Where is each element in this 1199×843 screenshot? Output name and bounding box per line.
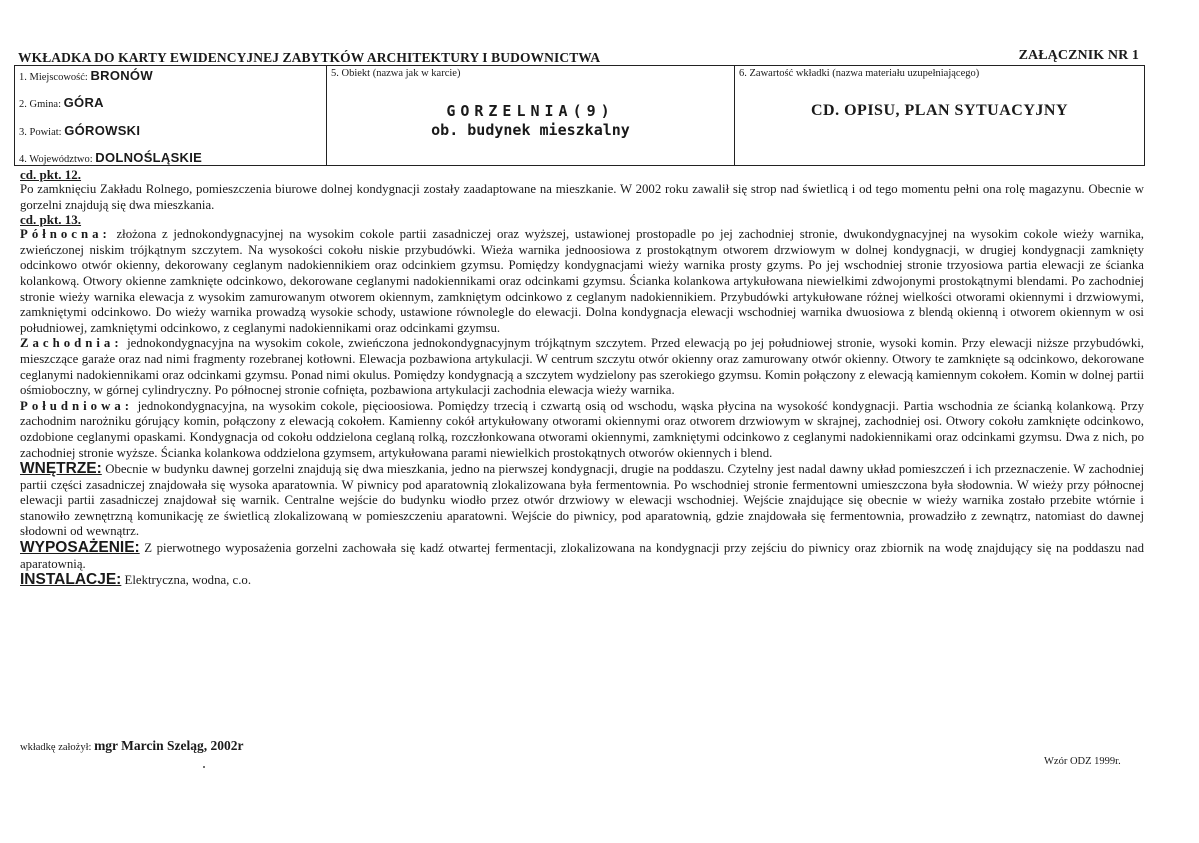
content-caption: 6. Zawartość wkładki (nazwa materiału uzupełniającego) <box>739 68 980 79</box>
content-column <box>735 66 1144 165</box>
registration-form <box>14 65 1145 166</box>
equipment-section <box>20 540 1144 572</box>
equipment-text: Z pierwotnego wyposażenia gorzelni zachowała się kadź otwartej fermentacji, zlokalizowana na kondygnacji przy zejściu do piwnicy oraz zbiornik na wodę znajdujący się na poddaszu nad aparatownią. <box>20 541 1144 571</box>
west-text: jednokondygnacyjna na wysokim cokole, zwieńczona jednokondygnacyjnym trójkątnym szczytem. Przed elewacją po jej południowej stronie, wysoki komin. Przy elewacji niższe przybudówki, mieszczące garaże oraz nad nimi fragmenty rozebranej kotłowni. Elewacja pozbawiona artykulacji. W centrum szczytu otwór okienny oraz zamurowany otwór okienny. Otwory te zamknięte są odcinkowo, dekorowane ceglanymi nadokiennikami oraz odcinkami gzymsu. Ponad nimi okulus. Pomiędzy kondygnacją a szczytem wydzielony pas szerokiego gzymsu. Komin połączony z elewacją kamiennym cokołem. Komin w dolnej partii ośmioboczny, w górnej cylindryczny. Po północnej stronie cofnięta, pozbawiona artykulacji zachodnia elewacja wieży warnika. <box>20 336 1144 398</box>
powiat-field <box>19 123 140 138</box>
wojewodztwo-field <box>19 150 202 165</box>
object-name-line1: GORZELNIA(9) <box>446 102 615 120</box>
section-13-heading: cd. pkt. 13. <box>20 212 82 228</box>
section-12-heading: cd. pkt. 12. <box>20 167 82 182</box>
content-value: CD. OPISU, PLAN SYTUACYJNY <box>810 102 1068 119</box>
installations-section <box>20 572 1144 589</box>
north-text: złożona z jednokondygnacyjnej na wysokim cokole partii zasadniczej oraz wyższej, ustawionej prostopadle po jej zachodniej stronie, dwukondygnacyjnej na wysokim cokole wieży warnika, zwieńczonej niskim trójkątnym szczytem. Na wysokości cokołu niskie przybudówki. Wieża warnika jednoosiowa z prostokątnym otworem drzwiowym w dolnej kondygnacji, w drugiej kondygnacji zamknięty odcinkowo otwór okienny, dekorowany ceglanym nadokiennikiem oraz odcinkiem gzymsu. Pomiędzy kondygnacjami wieży warnika prosty gzyms. Po jej wschodniej stronie trzyosiowa partia elewacji ze ścianka kolankową. Otwory okienne zamknięte odcinkowo, dekorowane ceglanymi nadokiennikami oraz odcinkami gzymsu. Ścianka kolankowa artykułowana niewielkimi zdwojonymi prostokątnymi blendami. Po zachodniej stronie wieży warnika elewacja z wysokim zamurowanym otworem okiennym, zamkniętym odcinkowo z ceglanym nadokiennikiem. Przybudówki artykułowane różnej wielkości otworami okiennymi i drzwiowymi, zamkniętymi odcinkowo. Do wieży warnika prowadzą wysokie schody, ustawione równolegle do elewacji. Dolna kondygnacja elewacji wschodniej warnika dwuosiowa z blendą okienną i otworem okiennym w osi południowej, zamkniętymi odcinkowo, z ceglanymi nadokiennikami oraz odcinkami gzymsu. <box>20 227 1144 335</box>
object-name <box>327 102 734 140</box>
interior-section <box>20 461 1144 540</box>
gmina-field <box>19 95 104 110</box>
author-value: mgr Marcin Szeląg, 2002r <box>94 738 244 753</box>
interior-text: Obecnie w budynku dawnej gorzelni znajdują się dwa mieszkania, jedno na pierwszej kondygnacji, drugie na poddaszu. Czytelny jest nadal dawny układ pomieszczeń i ich przeznaczenie. W zachodniej partii części zasadniczej znajdowała się wysoka aparatownia. W piwnicy pod aparatownią zlokalizowana była fermentownia. Po wschodniej stronie fermentowni umieszczona była słodownia. W wieży przy północnej elewacji partii zasadniczej znajdował się warnik. Centralne wejście do budynku wiodło przez otwór drzwiowy w elewacji wschodniej. Wejście znajdujące się obecnie w wieży warnika zostało przebite wtórnie i stanowiło zewnętrzną komunikację ze świetlicą zlokalizowaną w pomieszczeniu aparatowni. Wejście do piwnicy, pod aparatownią, gdzie znajdowała się fermentownia, prowadziło z zewnątrz, natomiast do dawnej słodowni od wewnątrz. <box>20 462 1144 539</box>
south-elevation <box>20 399 1144 461</box>
gmina-value: GÓRA <box>63 95 104 110</box>
object-name-line2: ob. budynek mieszkalny <box>431 121 630 139</box>
west-elevation <box>20 336 1144 398</box>
interior-heading: WNĘTRZE: <box>20 460 102 478</box>
powiat-value: GÓROWSKI <box>64 123 141 138</box>
document-title: WKŁADKA DO KARTY EWIDENCYJNEJ ZABYTKÓW ARCHITEKTURY I BUDOWNICTWA <box>18 50 601 65</box>
object-column <box>327 66 735 165</box>
stray-mark <box>203 766 205 768</box>
author-label: wkładkę założył: <box>20 742 92 753</box>
document-header <box>14 48 1145 66</box>
object-caption: 5. Obiekt (nazwa jak w karcie) <box>331 68 461 79</box>
miejscowosc-field <box>19 68 153 83</box>
equipment-heading: WYPOSAŻENIE: <box>20 539 140 557</box>
south-label: Południowa: <box>20 398 133 413</box>
description-body <box>20 168 1144 589</box>
author-line <box>20 738 244 754</box>
attachment-number: ZAŁĄCZNIK NR 1 <box>1018 48 1139 63</box>
powiat-label: 3. Powiat: <box>19 127 62 138</box>
installations-heading: INSTALACJE: <box>20 571 122 589</box>
wojewodztwo-value: DOLNOŚLĄSKIE <box>95 150 203 165</box>
west-label: Zachodnia: <box>20 336 123 351</box>
miejscowosc-label: 1. Miejscowość: <box>19 72 88 83</box>
gmina-label: 2. Gmina: <box>19 99 61 110</box>
location-column <box>15 66 327 165</box>
installations-text: Elektryczna, wodna, c.o. <box>121 573 252 588</box>
miejscowosc-value: BRONÓW <box>90 68 153 83</box>
section-12-text: Po zamknięciu Zakładu Rolnego, pomieszczenia biurowe dolnej kondygnacji zostały zaadaptowane na mieszkanie. W 2002 roku zawalił się strop nad świetlicą i od tego momentu pełni ona rolę magazynu. Obecnie w gorzelni znajdują się dwa mieszkania. <box>20 182 1144 212</box>
north-elevation <box>20 227 1144 336</box>
north-label: Północna: <box>20 227 111 242</box>
wojewodztwo-label: 4. Województwo: <box>19 154 93 165</box>
south-text: jednokondygnacyjna, na wysokim cokole, pięcioosiowa. Pomiędzy trzecią i czwartą osią od wschodu, wąska płycina na wysokość kondygnacji. Partia wschodnia ze ścianką kolankową. Przy zachodnim narożniku górujący komin, połączony z elewacją cokołem. Kamienny cokół artykułowany otworami okiennymi oraz otworem drzwiowym w skrajnej, zachodniej osi. Otwory cokołu zamknięte odcinkowo, ozdobione ceglanymi opaskami. Kondygnacja od cokołu oddzielona ceglaną rolką, rozczłonkowana otworami okiennymi, zamkniętymi odcinkowo z ceglanymi nadokiennikami oraz odcinkami gzymsu. Dwa z nich, po zachodniej stronie wyższe. Ścianka kolankowa oddzielona gzymsem, artykułowana parami niewielkich prostokątnych otworów okiennych i blend. <box>20 398 1144 460</box>
template-version: Wzór ODZ 1999r. <box>1044 756 1121 767</box>
